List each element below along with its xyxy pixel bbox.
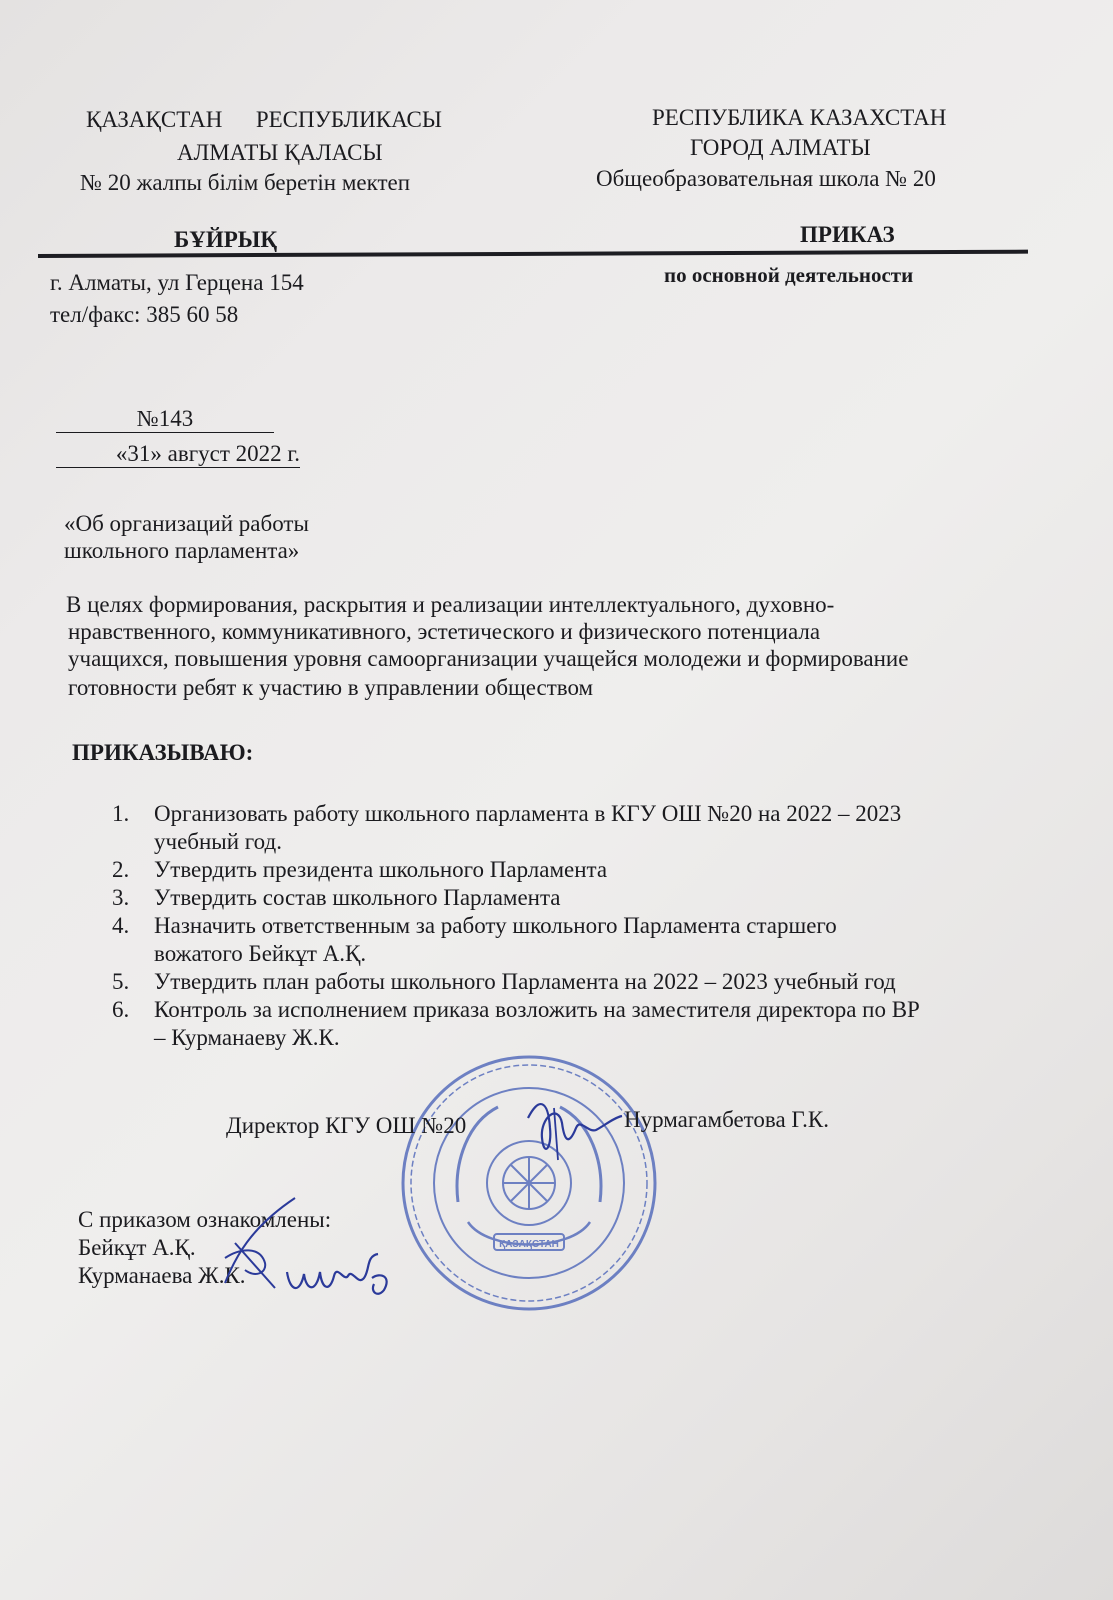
order-item: [112, 856, 920, 884]
director-name: Нурмагамбетова Г.К.: [624, 1107, 829, 1132]
activity-subtitle: по основной деятельности: [664, 263, 914, 287]
acknowledged-person: Курманаева Ж.К.: [78, 1263, 246, 1288]
seal-center-word: ҚАЗАҚСТАН: [499, 1239, 559, 1250]
item-text-cont: учебный год.: [154, 829, 282, 854]
item-text: Утвердить состав школьного Парламента: [154, 885, 561, 910]
item-text: Контроль за исполнением приказа возложить на заместителя директора по ВР: [154, 997, 920, 1022]
acknowledged-heading: С приказом ознакомлены:: [78, 1207, 332, 1232]
header-right-city: ГОРОД АЛМАТЫ: [690, 135, 871, 160]
order-date: «31» август 2022 г.: [56, 440, 300, 468]
preamble-line: учащихся, повышения уровня самоорганизации учащейся молодежи и формирование: [68, 646, 909, 671]
preamble-line: В целях формирования, раскрытия и реализации интеллектуального, духовно-: [66, 592, 835, 617]
item-number: 5.: [112, 969, 130, 994]
header-left-word-republic: РЕСПУБЛИКАСЫ: [255, 107, 442, 132]
preamble-line: готовности ребят к участию в управлении обществом: [68, 675, 594, 700]
item-number: 1.: [112, 801, 130, 826]
order-item: [112, 884, 920, 912]
header-left-word-kazakhstan: ҚАЗАҚСТАН: [86, 107, 223, 132]
order-item: [112, 912, 920, 968]
school-phone: тел/факс: 385 60 58: [50, 302, 239, 327]
signature-kurmanaeva: [282, 1242, 402, 1312]
item-text-cont: – Курманаеву Ж.К.: [154, 1025, 340, 1050]
order-items-list: [112, 800, 920, 1052]
director-position: Директор КГУ ОШ №20: [226, 1113, 467, 1138]
item-text: Утвердить план работы школьного Парламента на 2022 – 2023 учебный год: [154, 969, 896, 994]
header-left-city: АЛМАТЫ ҚАЛАСЫ: [177, 140, 383, 165]
item-number: 6.: [112, 997, 130, 1022]
order-subject-line1: «Об организаций работы: [64, 511, 309, 536]
item-number: 3.: [112, 885, 130, 910]
order-number: №143: [56, 405, 274, 433]
school-address: г. Алматы, ул Герцена 154: [50, 270, 304, 295]
order-item: [112, 996, 920, 1052]
doc-type-russian: ПРИКАЗ: [800, 222, 895, 247]
order-number-line: [56, 405, 274, 433]
item-text: Организовать работу школьного парламента в КГУ ОШ №20 на 2022 – 2023: [154, 801, 902, 826]
item-text: Утвердить президента школьного Парламента: [154, 857, 608, 882]
order-item: [112, 968, 920, 996]
preamble-line: нравственного, коммуникативного, эстетического и физического потенциала: [68, 619, 821, 644]
order-subject-line2: школьного парламента»: [64, 538, 300, 563]
item-number: 4.: [112, 913, 130, 938]
header-left-school: № 20 жалпы білім беретін мектеп: [80, 170, 411, 195]
order-date-line: [56, 440, 300, 468]
item-text: Назначить ответственным за работу школьного Парламента старшего: [154, 913, 837, 938]
header-left-line1: [86, 106, 442, 133]
acknowledged-person: Бейкұт А.Қ.: [78, 1235, 196, 1260]
director-signature: [518, 1088, 628, 1168]
order-item: [112, 800, 920, 856]
item-number: 2.: [112, 857, 130, 882]
doc-type-kazakh: БҰЙРЫҚ: [174, 227, 278, 252]
order-heading: ПРИКАЗЫВАЮ:: [72, 740, 254, 765]
header-right-school: Общеобразовательная школа № 20: [596, 166, 936, 191]
header-right-republic: РЕСПУБЛИКА КАЗАХСТАН: [652, 105, 947, 130]
item-text-cont: вожатого Бейкұт А.Қ.: [154, 941, 367, 966]
